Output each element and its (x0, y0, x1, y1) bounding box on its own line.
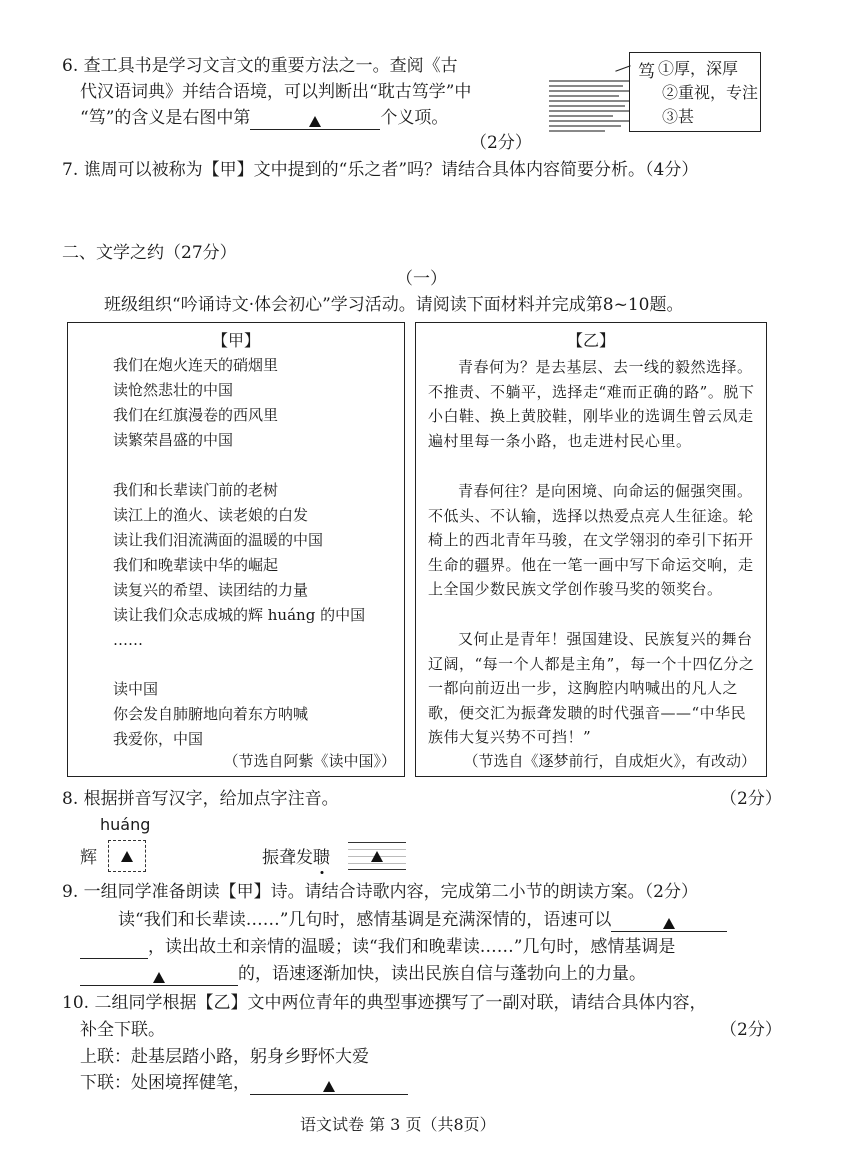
jia-line: 你会发自肺腑地向着东方呐喊 (113, 705, 309, 723)
q10-lower-line (80, 1071, 408, 1095)
section-title: 二、文学之约（27分） (62, 243, 237, 263)
q6-line-3-post: 个义项。 (380, 108, 449, 128)
jia-line: 我们和长辈读门前的老树 (113, 481, 279, 499)
q9-blank-2[interactable] (80, 965, 238, 986)
triangle-icon (371, 851, 383, 862)
jia-line: 读中国 (113, 680, 159, 698)
dictionary-scan-image (549, 80, 629, 138)
q6-line-1: 6. 查工具书是学习文言文的重要方法之一。查阅《古 (62, 56, 458, 76)
q10-lower: 下联：处困境挥健笔， (80, 1073, 250, 1093)
jia-line: 读让我们泪流满面的温暖的中国 (113, 531, 324, 549)
q9-line-1: 9. 一组同学准备朗读【甲】诗。请结合诗歌内容，完成第二小节的朗读方案。（2分） (62, 882, 698, 902)
yi-prose-box (415, 322, 767, 777)
q6-score: （2分） (470, 133, 532, 153)
yi-header: 【乙】 (566, 331, 615, 350)
yi-paragraph-2: 青春何往？是向困境、向命运的倔强突围。不低头、不认输，选择以热爱点亮人生征途。轮椅上的西北青年马骏，在文学翎羽的牵引下拓开生命的疆界。他在一笔一画中写下命运交响，走上全国少数民族文学创作骏马奖的领奖台。 (428, 482, 754, 599)
dictionary-sense-3: ③甚 (662, 107, 695, 126)
triangle-icon (663, 918, 675, 929)
dictionary-entry-box (629, 52, 761, 132)
triangle-icon (309, 116, 321, 127)
page-footer: 语文试卷 第 3 页（共8页） (300, 1115, 496, 1134)
q10-score: （2分） (720, 1020, 782, 1040)
jia-line: 读江上的渔火、读老娘的白发 (113, 506, 309, 524)
q8-score: （2分） (720, 789, 782, 809)
triangle-icon (323, 1081, 335, 1092)
q9-line-2-text: 读“我们和长辈读……”几句时，感情基调是充满深情的，语速可以 (118, 910, 612, 930)
jia-line: 我们和晚辈读中华的崛起 (113, 556, 279, 574)
q9-blank-1a[interactable] (611, 911, 727, 932)
q7-text: 7. 谯周可以被称为【甲】文中提到的“乐之者”吗？请结合具体内容简要分析。（4分） (62, 160, 699, 180)
q8-text: 8. 根据拼音写汉字，给加点字注音。 (62, 789, 339, 809)
jia-line: 读怆然悲壮的中国 (113, 381, 234, 399)
q9-line-4 (80, 962, 646, 986)
yi-paragraph-1: 青春何为？是去基层、去一线的毅然选择。不推责、不躺平，选择走“难而正确的路”。脱下小白鞋、换上黄胶鞋，刚毕业的选调生曾云凤走遍村里每一条小路，也走进村民心里。 (428, 358, 755, 450)
q6-line-3 (80, 106, 448, 130)
jia-line: 读让我们众志成城的辉 huáng 的中国 (113, 606, 366, 624)
dictionary-sense-1: ①厚，深厚 (658, 59, 739, 78)
q8-pinyin: huáng (100, 815, 151, 834)
jia-line: 读繁荣昌盛的中国 (113, 431, 234, 449)
q9-line-4-text: 的，语速逐渐加快，读出民族自信与蓬勃向上的力量。 (238, 964, 646, 984)
dictionary-sense-2: ②重视，专注 (662, 83, 759, 102)
q6-line-2: 代汉语词典》并结合语境，可以判断出“耽古笃学”中 (80, 82, 472, 102)
yi-source: （节选自《逐梦前行，自成炬火》，有改动） (463, 752, 756, 770)
q10-line-2: 补全下联。 (80, 1020, 165, 1040)
q8-word2: 振聋发聩 (262, 848, 330, 868)
q8-char-box[interactable] (108, 840, 146, 872)
triangle-icon (121, 851, 133, 862)
jia-line: 我爱你，中国 (113, 730, 204, 748)
q9-line-2 (118, 908, 727, 932)
q9-blank-1b[interactable] (80, 938, 148, 959)
jia-line: 我们在红旗漫卷的西风里 (113, 406, 279, 424)
q9-line-3 (80, 935, 675, 959)
q10-line-1: 10. 二组同学根据【乙】文中两位青年的典型事迹撰写了一副对联，请结合具体内容， (62, 993, 707, 1013)
section-intro: 班级组织“吟诵诗文·体会初心”学习活动。请阅读下面材料并完成第8~10题。 (104, 295, 684, 315)
jia-line: 我们在炮火连天的硝烟里 (113, 356, 279, 374)
jia-source: （节选自阿紫《读中国》） (223, 752, 396, 770)
jia-header: 【甲】 (211, 331, 260, 350)
jia-line: 读复兴的希望、读团结的力量 (113, 581, 309, 599)
q10-answer-blank[interactable] (250, 1074, 408, 1095)
q10-upper: 上联：赴基层踏小路，躬身乡野怀大爱 (80, 1047, 369, 1067)
q6-answer-blank[interactable] (250, 109, 380, 130)
q9-line-3-text: ，读出故土和亲情的温暖；读“我们和晚辈读……”几句时，感情基调是 (148, 937, 676, 957)
dictionary-char: 笃 (638, 62, 655, 82)
jia-line: …… (113, 631, 143, 649)
q8-pinyin-box[interactable] (348, 842, 406, 870)
section-subtitle: （一） (396, 269, 447, 289)
q6-line-3-pre: “笃”的含义是右图中第 (80, 108, 251, 128)
triangle-icon (153, 972, 165, 983)
yi-paragraph-3: 又何止是青年！强国建设、民族复兴的舞台辽阔，“每一个人都是主角”，每一个十四亿分之一都向前迈出一步，这胸腔内呐喊出的凡人之歌，便交汇为振聋发聩的时代强音——“中华民族伟大复兴势不可挡！” (428, 630, 755, 747)
q8-word1: 辉 (80, 848, 97, 868)
q8-dotted-char: 聩 (313, 848, 330, 868)
jia-poem-box (67, 322, 405, 777)
